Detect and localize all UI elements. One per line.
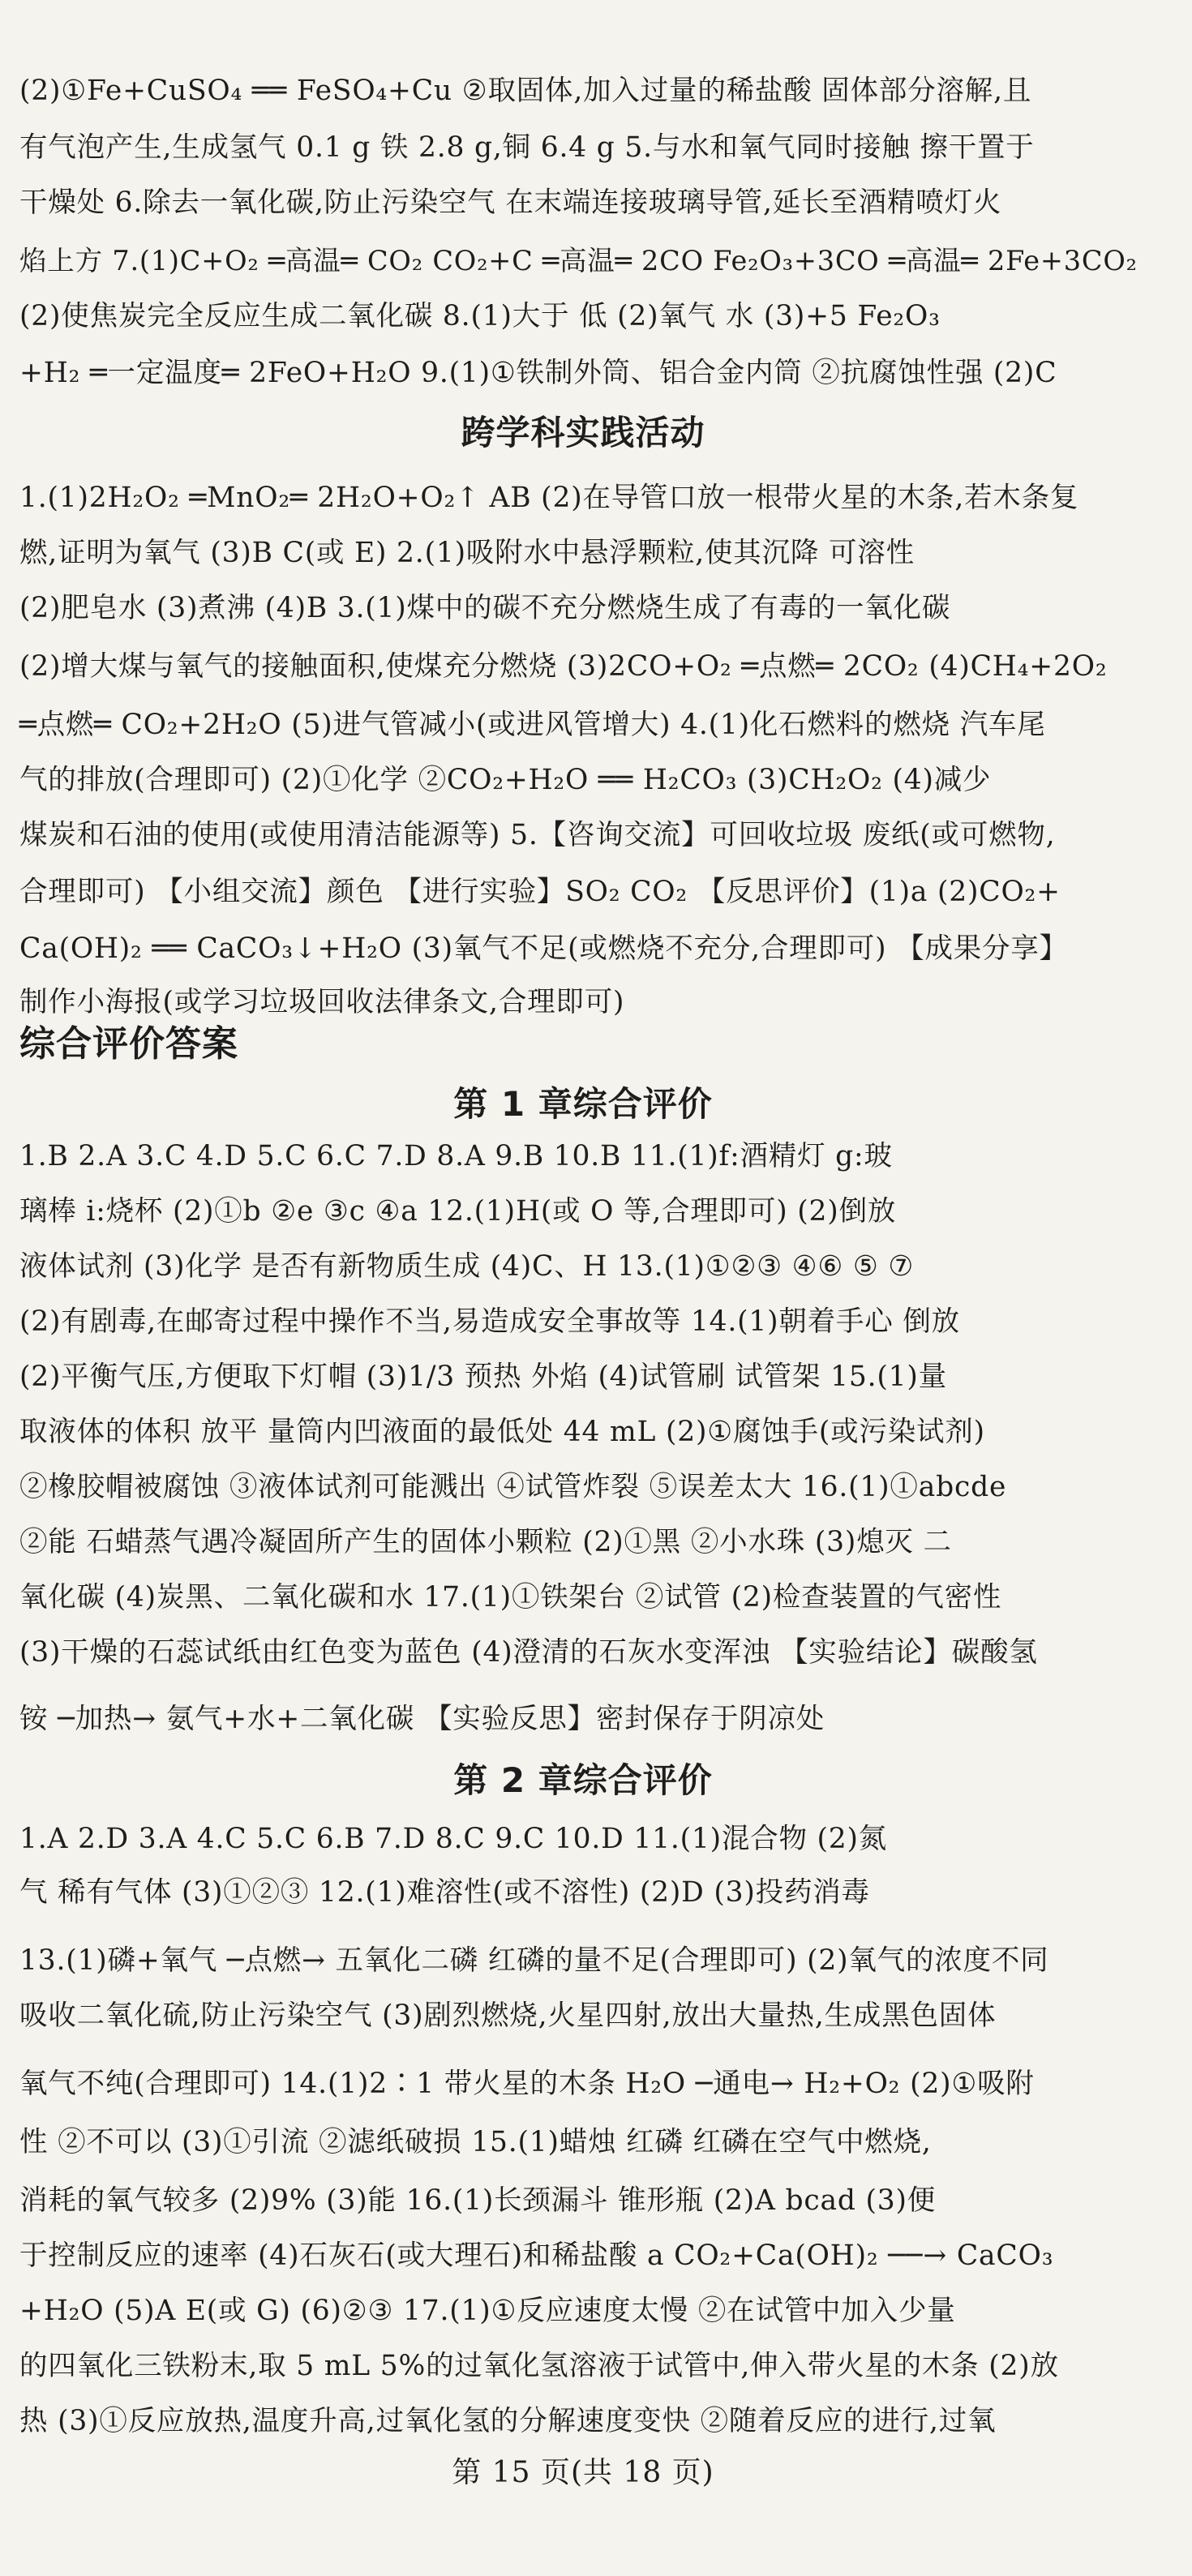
chapter-heading-2: 第 2 章综合评价 <box>453 1760 713 1800</box>
text-line: 璃棒 i:烧杯 (2)①b ②e ③c ④a 12.(1)H(或 O 等,合理即可) (2)倒放 <box>19 1195 897 1228</box>
text-line: 干燥处 6.除去一氧化碳,防止污染空气 在末端连接玻璃导管,延长至酒精喷灯火 <box>19 186 1002 219</box>
text-line: 液体试剂 (3)化学 是否有新物质生成 (4)C、H 13.(1)①②③ ④⑥ ⑤ ⑦ <box>19 1250 915 1283</box>
text-line: ②橡胶帽被腐蚀 ③液体试剂可能溅出 ④试管炸裂 ⑤误差太大 16.(1)①abcde <box>19 1471 1007 1503</box>
text-line: 合理即可) 【小组交流】颜色 【进行实验】SO₂ CO₂ 【反思评价】(1)a (2)CO₂+ <box>19 876 1061 908</box>
chapter-heading-1: 第 1 章综合评价 <box>453 1084 713 1124</box>
section-heading-evaluation: 综合评价答案 <box>19 1023 238 1065</box>
text-line: 有气泡产生,生成氢气 0.1 g 铁 2.8 g,铜 6.4 g 5.与水和氧气同时接触 擦干置于 <box>19 131 1035 164</box>
text-line: ②能 石蜡蒸气遇冷凝固所产生的固体小颗粒 (2)①黑 ②小水珠 (3)熄灭 二 <box>19 1526 952 1558</box>
text-line: 热 (3)①反应放热,温度升高,过氧化氢的分解速度变快 ②随着反应的进行,过氧 <box>19 2405 997 2437</box>
text-line: 煤炭和石油的使用(或使用清洁能源等) 5.【咨询交流】可回收垃圾 废纸(或可燃物, <box>19 819 1056 851</box>
text-line: 燃,证明为氧气 (3)B C(或 E) 2.(1)吸附水中悬浮颗粒,使其沉降 可溶性 <box>19 537 915 569</box>
text-line: (2)肥皂水 (3)煮沸 (4)B 3.(1)煤中的碳不充分燃烧生成了有毒的一氧化碳 <box>19 592 951 624</box>
text-line: 于控制反应的速率 (4)石灰石(或大理石)和稀盐酸 a CO₂+Ca(OH)₂ ──→ CaCO₃ <box>19 2240 1054 2272</box>
text-line: Ca(OH)₂ ══ CaCO₃↓+H₂O (3)氧气不足(或燃烧不充分,合理即可) 【成果分享】 <box>19 932 1068 965</box>
text-line: 取液体的体积 放平 量筒内凹液面的最低处 44 mL (2)①腐蚀手(或污染试剂) <box>19 1416 985 1448</box>
text-line: 13.(1)磷+氧气 ─点燃→ 五氧化二磷 红磷的量不足(合理即可) (2)氧气的浓度不同 <box>19 1944 1049 1977</box>
section-heading-practice: 跨学科实践活动 <box>461 413 705 452</box>
text-line: +H₂O (5)A E(或 G) (6)②③ 17.(1)①反应速度太慢 ②在试管中加入少量 <box>19 2295 956 2327</box>
text-line: (3)干燥的石蕊试纸由红色变为蓝色 (4)澄清的石灰水变浑浊 【实验结论】碳酸氢 <box>19 1636 1038 1669</box>
text-line: 消耗的氧气较多 (2)9% (3)能 16.(1)长颈漏斗 锥形瓶 (2)A bcad (3)便 <box>19 2184 937 2217</box>
text-line: 焰上方 7.(1)C+O₂ ═高温═ CO₂ CO₂+C ═高温═ 2CO Fe₂O₃+3CO ═高温═ 2Fe+3CO₂ <box>19 245 1138 276</box>
text-line: (2)使焦炭完全反应生成二氧化碳 8.(1)大于 低 (2)氧气 水 (3)+5 Fe₂O₃ <box>19 300 941 332</box>
text-line: (2)增大煤与氧气的接触面积,使煤充分燃烧 (3)2CO+O₂ ═点燃═ 2CO₂ (4)CH₄+2O₂ <box>19 650 1108 683</box>
text-line: 1.(1)2H₂O₂ ═MnO₂═ 2H₂O+O₂↑ AB (2)在导管口放一根带火星的木条,若木条复 <box>19 482 1079 514</box>
text-line: 氧化碳 (4)炭黑、二氧化碳和水 17.(1)①铁架台 ②试管 (2)检查装置的气密性 <box>19 1581 1002 1614</box>
text-line: 性 ②不可以 (3)①引流 ②滤纸破损 15.(1)蜡烛 红磷 红磷在空气中燃烧, <box>19 2126 932 2158</box>
text-line: 吸收二氧化硫,防止污染空气 (3)剧烈燃烧,火星四射,放出大量热,生成黑色固体 <box>19 2000 997 2032</box>
text-line: 铵 ─加热→ 氨气+水+二氧化碳 【实验反思】密封保存于阴凉处 <box>19 1703 825 1735</box>
text-line: (2)①Fe+CuSO₄ ══ FeSO₄+Cu ②取固体,加入过量的稀盐酸 固体部分溶解,且 <box>19 75 1032 107</box>
text-line: 1.A 2.D 3.A 4.C 5.C 6.B 7.D 8.C 9.C 10.D 11.(1)混合物 (2)氮 <box>19 1823 888 1855</box>
text-line: 的四氧化三铁粉末,取 5 mL 5%的过氧化氢溶液于试管中,伸入带火星的木条 (2)放 <box>19 2350 1059 2382</box>
text-line: (2)平衡气压,方便取下灯帽 (3)1/3 预热 外焰 (4)试管刷 试管架 15.(1)量 <box>19 1361 947 1393</box>
text-line: 气的排放(合理即可) (2)①化学 ②CO₂+H₂O ══ H₂CO₃ (3)CH₂O₂ (4)减少 <box>19 764 992 796</box>
text-line: 1.B 2.A 3.C 4.D 5.C 6.C 7.D 8.A 9.B 10.B 11.(1)f:酒精灯 g:玻 <box>19 1140 893 1172</box>
text-line: 气 稀有气体 (3)①②③ 12.(1)难溶性(或不溶性) (2)D (3)投药消毒 <box>19 1876 870 1909</box>
answer-page <box>19 0 1147 2576</box>
text-line: 氧气不纯(合理即可) 14.(1)2∶1 带火星的木条 H₂O ─通电→ H₂+O₂ (2)①吸附 <box>19 2068 1035 2100</box>
text-line: ═点燃═ CO₂+2H₂O (5)进气管减小(或进风管增大) 4.(1)化石燃料的燃烧 汽车尾 <box>19 709 1046 741</box>
text-line: +H₂ ═一定温度═ 2FeO+H₂O 9.(1)①铁制外筒、铝合金内筒 ②抗腐蚀性强 (2)C <box>19 357 1057 389</box>
text-line: (2)有剧毒,在邮寄过程中操作不当,易造成安全事故等 14.(1)朝着手心 倒放 <box>19 1305 960 1338</box>
page-number: 第 15 页(共 18 页) <box>452 2456 714 2489</box>
text-line: 制作小海报(或学习垃圾回收法律条文,合理即可) <box>19 986 625 1018</box>
